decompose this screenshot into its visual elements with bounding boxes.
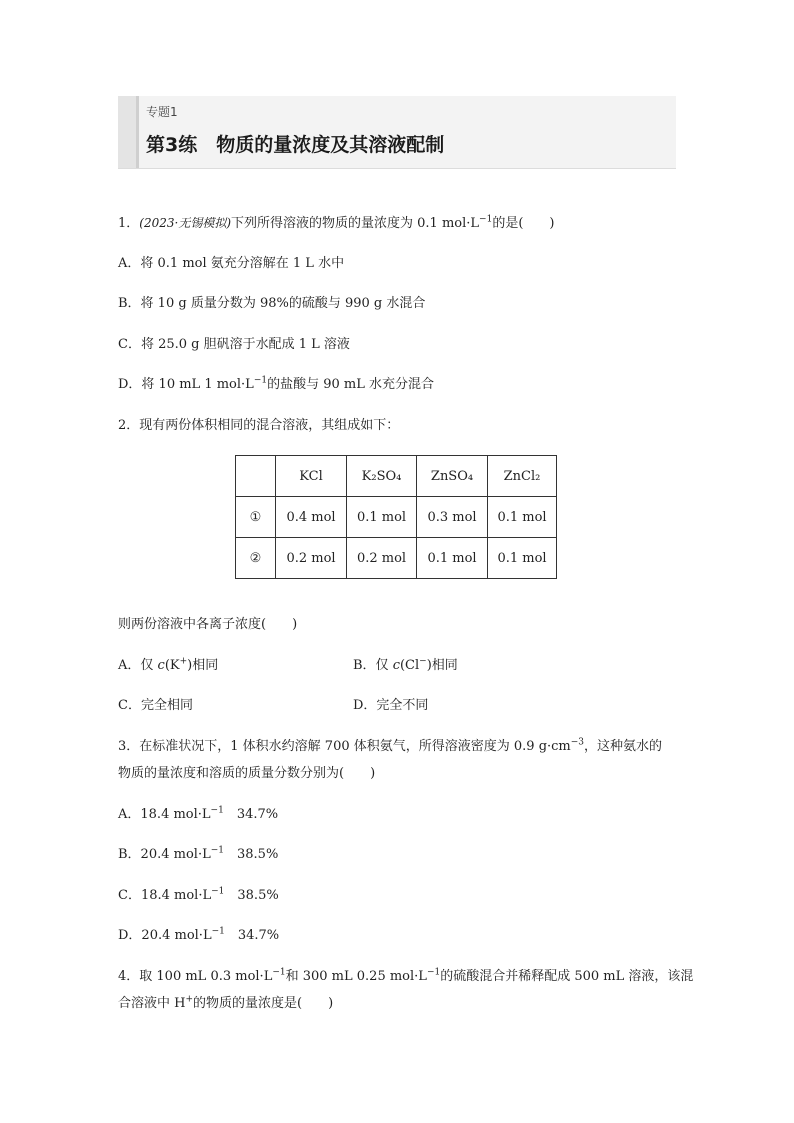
table-cell: KCl [276, 456, 347, 497]
table-cell: 0.2 mol [276, 538, 347, 579]
q1-stem: 1．(2023·无锡模拟)下列所得溶液的物质的量浓度为 0.1 $mol\cdot L^{-1}$的是( ) [118, 214, 555, 231]
q1-option-d: D．将 10 mL 1 $mol\cdot L^{-1}$的盐酸与 90 mL 水充分混合 [118, 375, 434, 392]
table-cell: 0.1 mol [417, 538, 488, 579]
q4-stem-line1: 4．取 100 mL 0.3 $mol\cdot L^{-1}$和 300 mL 0.25 $mol\cdot L^{-1}$的硫酸混合并稀释配成 500 mL 溶液，该混 [118, 967, 694, 984]
q2-option-d: D．完全不同 [353, 698, 429, 713]
q3-stem-line1: 3．在标准状况下，1 体积水约溶解 700 体积氨气，所得溶液密度为 0.9 $g\cdot cm^{-3}$，这种氨水的 [118, 737, 663, 754]
q1-option-c: C．将 25.0 g 胆矾溶于水配成 1 L 溶液 [118, 337, 350, 352]
composition-table [235, 455, 557, 579]
q1-source: (2023·无锡模拟) [139, 216, 231, 230]
table-cell: 0.4 mol [276, 497, 347, 538]
table-cell: 0.1 mol [488, 497, 557, 538]
table-cell: ① [236, 497, 276, 538]
table-row [236, 538, 557, 579]
q3-option-b: B．20.4 $mol\cdot L^{-1}$ 38.5% [118, 845, 279, 862]
topic-label: 专题1 [146, 105, 178, 119]
page-title: 第3练 物质的量浓度及其溶液配制 [146, 134, 445, 156]
q3-stem-line2: 物质的量浓度和溶质的质量分数分别为( ) [118, 766, 376, 781]
table-cell [236, 456, 276, 497]
header-divider [136, 96, 139, 168]
q3-option-a: A．18.4 $mol\cdot L^{-1}$ 34.7% [118, 805, 279, 822]
q3-option-d: D．20.4 $mol\cdot L^{-1}$ 34.7% [118, 926, 280, 943]
q2-option-a: A．仅 c(K+)相同 [118, 656, 219, 673]
q2-option-b: B．仅 c(Cl−)相同 [353, 656, 458, 673]
table-cell: ZnCl₂ [488, 456, 557, 497]
table-cell: 0.1 mol [488, 538, 557, 579]
table-cell: K₂SO₄ [347, 456, 417, 497]
q2-option-c: C．完全相同 [118, 698, 193, 713]
table-cell: 0.1 mol [347, 497, 417, 538]
table-cell: 0.2 mol [347, 538, 417, 579]
q4-stem-line2: 合溶液中 H+的物质的量浓度是( ) [118, 994, 334, 1011]
table-cell: ② [236, 538, 276, 579]
table-cell: 0.3 mol [417, 497, 488, 538]
q3-option-c: C．18.4 $mol\cdot L^{-1}$ 38.5% [118, 886, 279, 903]
q1-option-b: B．将 10 g 质量分数为 98%的硫酸与 990 g 水混合 [118, 296, 426, 311]
q2-follow-up: 则两份溶液中各离子浓度( ) [118, 617, 298, 632]
table-header-row [236, 456, 557, 497]
table-row [236, 497, 557, 538]
header-accent-bar [118, 96, 136, 168]
table-cell: ZnSO₄ [417, 456, 488, 497]
q2-stem: 2．现有两份体积相同的混合溶液，其组成如下： [118, 418, 400, 433]
q1-option-a: A．将 0.1 mol 氨充分溶解在 1 L 水中 [118, 256, 345, 271]
